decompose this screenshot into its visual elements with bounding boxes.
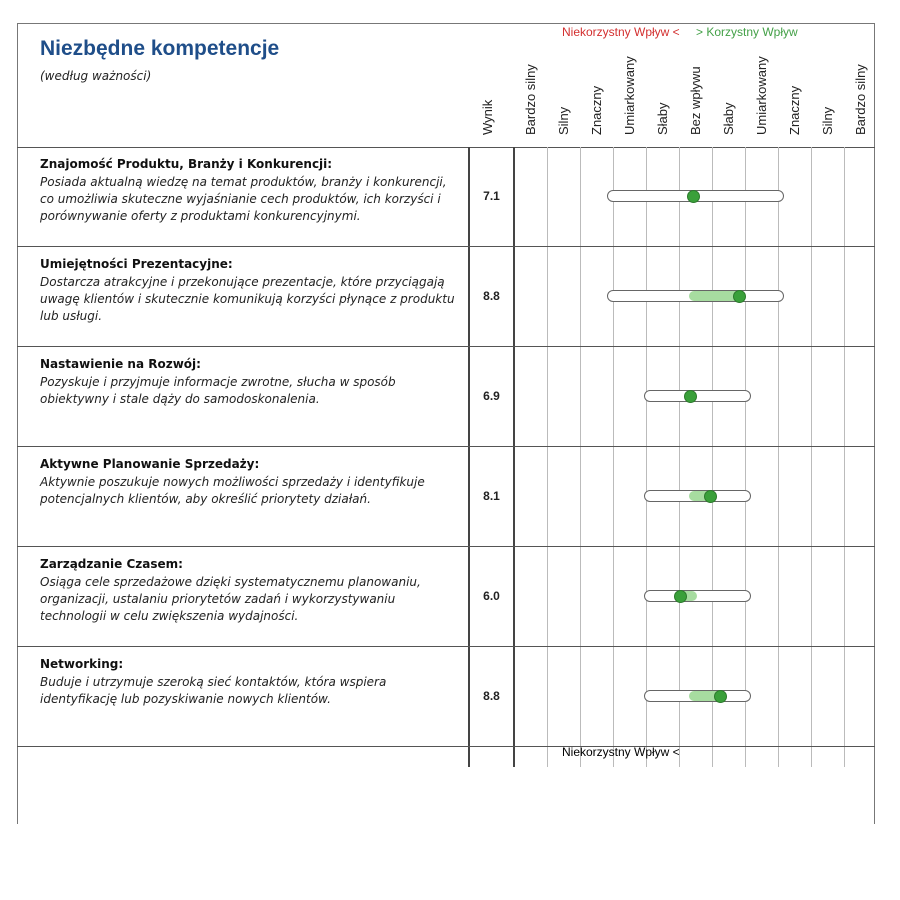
- impact-marker: [714, 690, 727, 703]
- impact-range-bar: [644, 590, 752, 602]
- scale-header: Umiarkowany: [754, 56, 769, 135]
- competency-description: Buduje i utrzymuje szeroką sieć kontaktów, która wspiera identyfikację lub pozyskiwanie nowych klientów.: [40, 675, 387, 706]
- competency-title: Umiejętności Prezentacyjne:: [40, 257, 233, 271]
- competency-score: 8.8: [483, 289, 500, 303]
- competency-title: Nastawienie na Rozwój:: [40, 357, 201, 371]
- page-subtitle: (według ważności): [40, 69, 152, 83]
- competency-title: Zarządzanie Czasem:: [40, 557, 183, 571]
- competency-score: 8.1: [483, 489, 500, 503]
- impact-range-bar: [644, 390, 752, 402]
- legend-negative-repeat: Niekorzystny Wpływ <: [562, 745, 680, 759]
- scale-header: Znaczny: [589, 85, 604, 135]
- competency-row: [17, 547, 875, 647]
- competency-score: 6.9: [483, 389, 500, 403]
- competency-report: [17, 23, 875, 759]
- competency-title: Networking:: [40, 657, 124, 671]
- competency-score: 6.0: [483, 589, 500, 603]
- scale-header: Słaby: [655, 102, 670, 135]
- impact-marker: [674, 590, 687, 603]
- competency-row: [17, 147, 875, 247]
- scale-header: Bardzo silny: [853, 64, 868, 135]
- scale-header: Silny: [556, 106, 571, 135]
- scale-header: Silny: [820, 106, 835, 135]
- legend-negative: Niekorzystny Wpływ <: [562, 25, 680, 39]
- competency-description: Posiada aktualną wiedzę na temat produktów, branży i konkurencji, co umożliwia skuteczne wyjaśnianie cech produktów, ich korzyści i porównywanie oferty z produktami konkurencyjnymi.: [40, 175, 447, 223]
- competency-row: [17, 447, 875, 547]
- competency-description: Pozyskuje i przyjmuje informacje zwrotne, słucha w sposób obiektywny i stale dąży do samodoskonalenia.: [40, 375, 396, 406]
- scale-header: Bez wpływu: [688, 66, 703, 135]
- competency-row: [17, 647, 875, 747]
- competency-description: Aktywnie poszukuje nowych możliwości sprzedaży i identyfikuje potencjalnych klientów, aby określić priorytety działań.: [40, 475, 425, 506]
- scale-header: Znaczny: [787, 85, 802, 135]
- impact-marker: [704, 490, 717, 503]
- page-title: Niezbędne kompetencje: [40, 37, 280, 60]
- scale-header: Słaby: [721, 102, 736, 135]
- competency-score: 8.8: [483, 689, 500, 703]
- scale-header: Bardzo silny: [523, 64, 538, 135]
- competency-row: [17, 247, 875, 347]
- scale-header: Umiarkowany: [622, 56, 637, 135]
- competency-title: Znajomość Produktu, Branży i Konkurencji:: [40, 157, 333, 171]
- competency-score: 7.1: [483, 189, 500, 203]
- score-column-header: Wynik: [480, 99, 495, 135]
- competency-description: Dostarcza atrakcyjne i przekonujące prezentacje, które przyciągają uwagę klientów i skutecznie komunikują korzyści płynące z produktu lub usługi.: [40, 275, 455, 323]
- legend-positive: > Korzystny Wpływ: [696, 25, 798, 39]
- impact-marker: [684, 390, 697, 403]
- competency-row: [17, 347, 875, 447]
- competency-title: Aktywne Planowanie Sprzedaży:: [40, 457, 260, 471]
- competency-description: Osiąga cele sprzedażowe dzięki systematycznemu planowaniu, organizacji, ustalaniu priorytetów zadań i wykorzystywaniu technologii w celu zwiększenia wydajności.: [40, 575, 421, 623]
